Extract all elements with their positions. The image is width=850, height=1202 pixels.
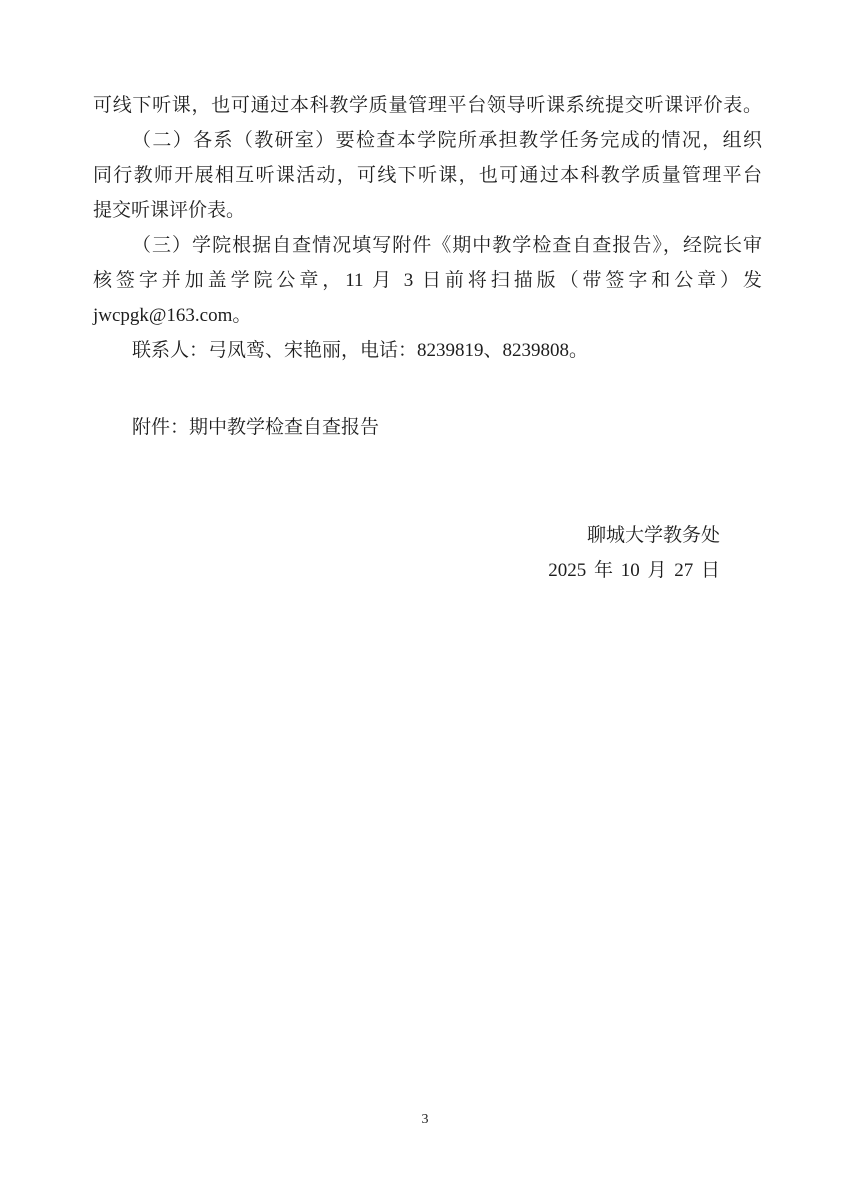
body-line-contacts: 联系人：弓凤鸾、宋艳丽，电话：8239819、8239808。 xyxy=(132,340,589,361)
body-line-continuation: 可线下听课，也可通过本科教学质量管理平台领导听课系统提交听课评价表。 xyxy=(93,95,762,116)
body-line-item2-end: 提交听课评价表。 xyxy=(93,200,246,221)
body-line-item2-middle: 同行教师开展相互听课活动，可线下听课，也可通过本科教学质量管理平台 xyxy=(93,165,762,186)
issue-date: 2025 年 10 月 27 日 xyxy=(548,560,720,581)
attachment-line: 附件：期中教学检查自查报告 xyxy=(132,417,380,438)
body-line-item2-start: （二）各系（教研室）要检查本学院所承担教学任务完成的情况，组织 xyxy=(132,130,762,151)
body-line-item3-middle: 核签字并加盖学院公章，11 月 3 日前将扫描版（带签字和公章）发 xyxy=(93,270,762,291)
document-body xyxy=(93,88,762,368)
issuer-name: 聊城大学教务处 xyxy=(586,525,720,546)
signature-block xyxy=(93,518,762,588)
body-line-email: jwcpgk@163.com。 xyxy=(93,305,252,326)
body-line-item3-start: （三）学院根据自查情况填写附件《期中教学检查自查报告》，经院长审 xyxy=(132,235,762,256)
page-number: 3 xyxy=(421,1112,429,1127)
